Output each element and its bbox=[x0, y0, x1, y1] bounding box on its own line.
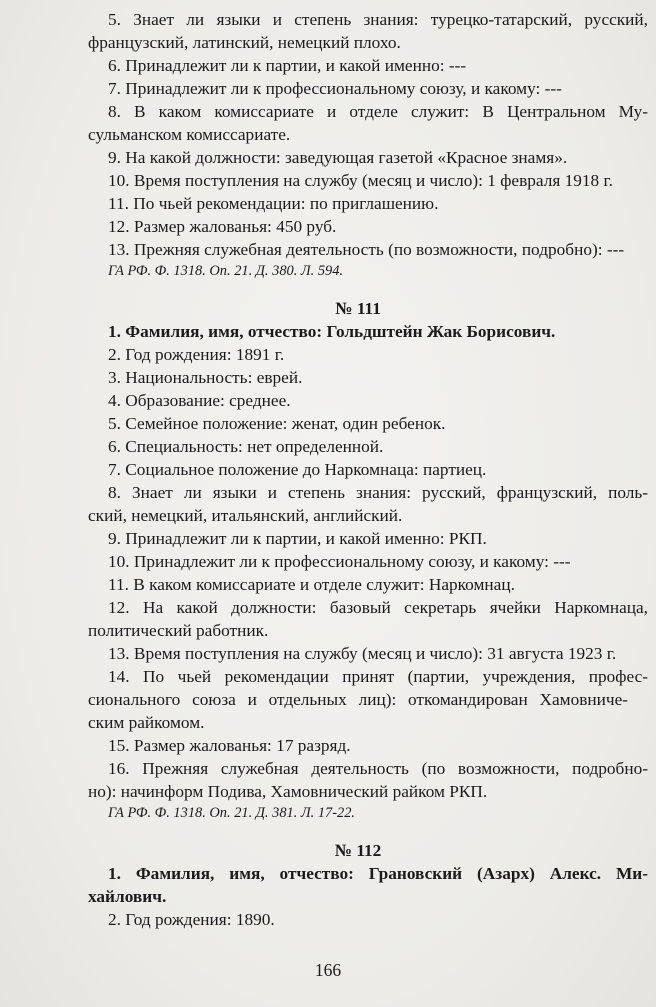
doc-111-line-14c: ским райкомом. bbox=[88, 713, 205, 732]
doc-111-line-15: 15. Размер жалованья: 17 разряд. bbox=[108, 736, 351, 755]
doc-111-line-14b: сионального союза и отдельных лиц): откомандирован Хамовниче- bbox=[88, 690, 628, 709]
top-line-5b: французский, латинский, немецкий плохо. bbox=[88, 33, 401, 52]
doc-111-number: № 111 bbox=[335, 299, 381, 318]
doc-111-line-9: 9. Принадлежит ли к партии, и какой именно: РКП. bbox=[108, 529, 487, 548]
doc-112-number: № 112 bbox=[334, 841, 382, 860]
page-number: 166 bbox=[314, 960, 342, 980]
doc-111-line-12a: 12. На какой должности: базовый секретарь ячейки Наркомнаца, bbox=[108, 598, 648, 617]
top-line-7: 7. Принадлежит ли к профессиональному союзу, и какому: --- bbox=[108, 79, 562, 98]
doc-111-line-11: 11. В каком комиссариате и отделе служит: Наркомнац. bbox=[108, 575, 515, 594]
top-line-8b: сульманском комиссариате. bbox=[88, 125, 291, 144]
doc-111-name-line: 1. Фамилия, имя, отчество: Гольдштейн Жак Борисович. bbox=[108, 322, 556, 341]
top-line-8a: 8. В каком комиссариате и отделе служит: В Центральном Му- bbox=[108, 102, 648, 121]
doc-111-line-13: 13. Время поступления на службу (месяц и число): 31 августа 1923 г. bbox=[108, 644, 617, 663]
top-line-12: 12. Размер жалованья: 450 руб. bbox=[108, 217, 337, 236]
doc-111-line-10: 10. Принадлежит ли к профессиональному союзу, и какому: --- bbox=[108, 552, 571, 571]
top-line-13: 13. Прежняя служебная деятельность (по возможности, подробно): --- bbox=[108, 240, 625, 259]
doc-111-line-4: 4. Образование: среднее. bbox=[108, 391, 291, 410]
archive-source-381: ГА РФ. Ф. 1318. Оп. 21. Д. 381. Л. 17-22. bbox=[108, 805, 356, 821]
archive-source-380: ГА РФ. Ф. 1318. Оп. 21. Д. 380. Л. 594. bbox=[108, 263, 344, 279]
top-line-11: 11. По чьей рекомендации: по приглашению. bbox=[108, 194, 439, 213]
doc-112-line-2: 2. Год рождения: 1890. bbox=[108, 910, 275, 929]
doc-111-line-8a: 8. Знает ли языки и степень знания: русский, французский, поль- bbox=[108, 483, 648, 502]
doc-111-line-3: 3. Национальность: еврей. bbox=[108, 368, 303, 387]
doc-111-line-7: 7. Социальное положение до Наркомнаца: партиец. bbox=[108, 460, 487, 479]
doc-111-line-16b: но): начинформ Подива, Хамовнический райком РКП. bbox=[88, 782, 488, 801]
doc-111-line-6: 6. Специальность: нет определенной. bbox=[108, 437, 384, 456]
doc-112-name-line-2: хайлович. bbox=[88, 887, 167, 906]
doc-111-line-2: 2. Год рождения: 1891 г. bbox=[108, 345, 285, 364]
doc-112-name-line-1: 1. Фамилия, имя, отчество: Грановский (Азарх) Алекс. Ми- bbox=[108, 864, 648, 883]
doc-111-line-12b: политический работник. bbox=[88, 621, 269, 640]
top-line-6: 6. Принадлежит ли к партии, и какой именно: --- bbox=[108, 56, 467, 75]
top-line-10: 10. Время поступления на службу (месяц и число): 1 февраля 1918 г. bbox=[108, 171, 613, 190]
top-line-9: 9. На какой должности: заведующая газетой «Красное знамя». bbox=[108, 148, 568, 167]
top-line-5a: 5. Знает ли языки и степень знания: турецко-татарский, русский, bbox=[108, 10, 648, 29]
doc-111-line-5: 5. Семейное положение: женат, один ребенок. bbox=[108, 414, 446, 433]
doc-111-line-14a: 14. По чьей рекомендации принят (партии, учреждения, профес- bbox=[108, 667, 648, 686]
doc-111-line-8b: ский, немецкий, итальянский, английский. bbox=[88, 506, 403, 525]
doc-111-line-16a: 16. Прежняя служебная деятельность (по возможности, подробно- bbox=[108, 759, 648, 778]
